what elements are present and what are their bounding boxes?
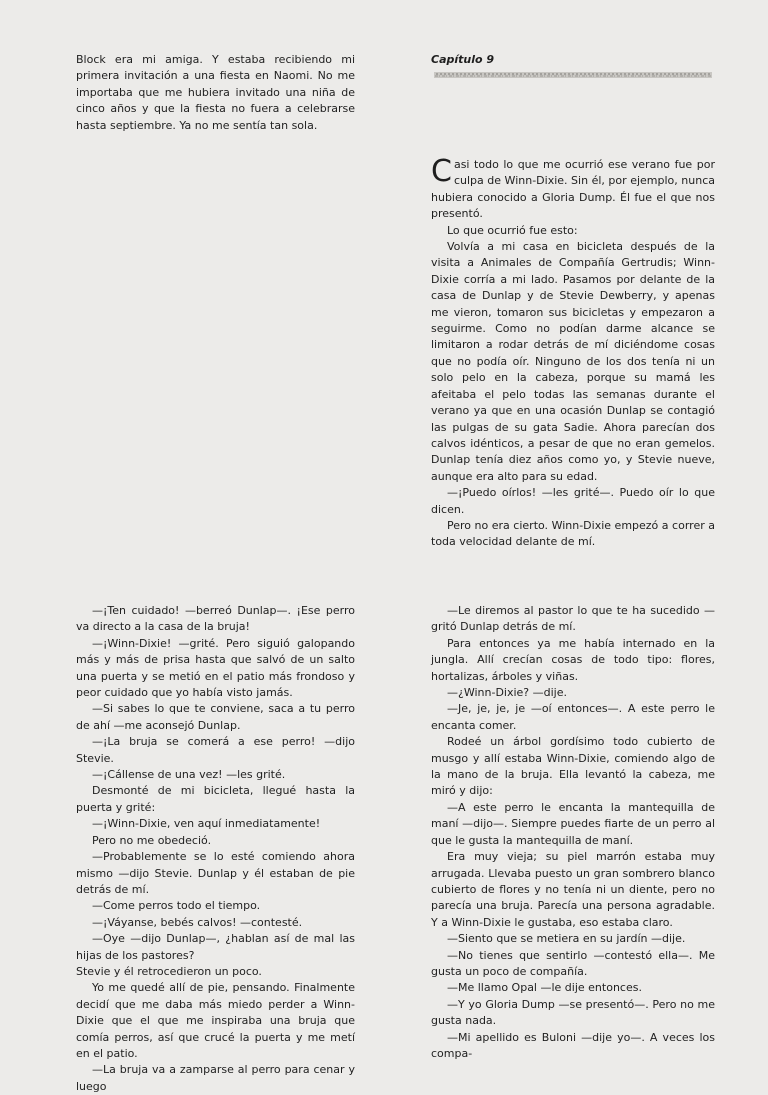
paragraph: —¡Ten cuidado! —berreó Dunlap—. ¡Ese perro va directo a la casa de la bruja!	[76, 604, 355, 634]
paragraph: Pero no era cierto. Winn-Dixie empezó a correr a toda velocidad delante de mí.	[431, 518, 715, 549]
drop-cap: C	[431, 154, 452, 189]
paragraph: Era muy vieja; su piel marrón estaba muy arrugada. Llevaba puesto un gran sombrero blanco cubierto de flores y no tenía ni un diente, pero no parecía una bruja. Parecía una persona agradable. Y a Winn-Dixie le gustaba, eso estaba claro.	[431, 850, 715, 929]
paragraph: Rodeé un árbol gordísimo todo cubierto de musgo y allí estaba Winn-Dixie, comiendo algo de la mano de la bruja. Ella levantó la cabeza, me miró y dijo:	[431, 735, 715, 798]
paragraph: —¡Winn-Dixie! —grité. Pero siguió galopando más y más de prisa hasta que salvó de un salto una puerta y se metió en el patio más frondoso y peor cuidado que yo había visto jamás.	[76, 636, 355, 700]
paragraph: Para entonces ya me había internado en la jungla. Allí crecían cosas de todo tipo: flores, hortalizas, árboles y viñas.	[431, 636, 715, 683]
paragraph: Pero no me obedeció.	[92, 833, 212, 847]
paragraph: Yo me quedé allí de pie, pensando. Finalmente decidí que me daba más miedo perder a Winn-Dixie que el que me inspiraba una bruja que comía perros, así que crucé la puerta y me metí en el patio.	[76, 981, 355, 1060]
paragraph: —¡Váyanse, bebés calvos! —contesté.	[92, 915, 303, 929]
page-bottom-left	[76, 603, 355, 1095]
paragraph: Volvía a mi casa en bicicleta después de la visita a Animales de Compañía Gertrudis; Winn-Dixie corría a mi lado. Pasamos por delante de la casa de Dunlap y de Stevie Dewberry, y apenas me vieron, tomaron sus bicicletas y empezaron a seguirme. Como no podían darme alcance se limitaron a rodar detrás de mí diciéndome cosas que no podía oír. Ninguno de los dos tenía ni un solo pelo en la cabeza, porque su mamá les afeitaba el pelo todas las semanas durante el verano ya que en una ocasión Dunlap se contagió las pulgas de su gata Sadie. Ahora parecían dos calvos idénticos, a pesar de que no eran gemelos. Dunlap tenía diez años como yo, y Stevie nueve, aunque era alto para su edad.	[431, 240, 715, 483]
paragraph: Block era mi amiga. Y estaba recibiendo mi primera invitación a una fiesta en Naomi. No me importaba que me hubiera invitado una niña de cinco años y que la fiesta no fuera a celebrarse hasta septiembre. Ya no me sentía tan sola.	[76, 53, 355, 132]
paragraph: —Probablemente se lo esté comiendo ahora mismo —dijo Stevie. Dunlap y él estaban de pie detrás de mí.	[76, 850, 355, 896]
first-paragraph-text: asi todo lo que me ocurrió ese verano fue por culpa de Winn-Dixie. Sin él, por ejemplo, nunca hubiera conocido a Gloria Dump. Él fue el que nos presentó.	[431, 158, 715, 221]
chapter-title: Capítulo 9	[431, 53, 495, 66]
chapter-divider-ornament	[434, 71, 712, 79]
paragraph: —No tienes que sentirlo —contestó ella—. Me gusta un poco de compañía.	[431, 948, 715, 978]
paragraph: —La bruja va a zamparse al perro para cenar y luego	[76, 1063, 355, 1093]
paragraph: —¡Puedo oírlos! —les grité—. Puedo oír lo que dicen.	[431, 486, 715, 516]
paragraph: —Me llamo Opal —le dije entonces.	[447, 981, 642, 995]
page-top-right	[431, 52, 715, 551]
paragraph: —Come perros todo el tiempo.	[92, 899, 261, 913]
paragraph: Lo que ocurrió fue esto:	[447, 223, 578, 237]
paragraph: —Oye —dijo Dunlap—, ¿hablan así de mal las hijas de los pastores?	[76, 932, 355, 962]
paragraph: —¡Cállense de una vez! —les grité.	[92, 768, 286, 782]
page-top-left	[76, 52, 355, 134]
paragraph: —Le diremos al pastor lo que te ha sucedido —gritó Dunlap detrás de mí.	[431, 604, 715, 634]
page-bottom-right	[431, 603, 715, 1062]
paragraph: —A este perro le encanta la mantequilla de maní —dijo—. Siempre puedes fiarte de un perro al que le gusta la mantequilla de maní.	[431, 800, 715, 847]
paragraph: —¡La bruja se comerá a ese perro! —dijo Stevie.	[76, 735, 355, 765]
paragraph: —Y yo Gloria Dump —se presentó—. Pero no me gusta nada.	[431, 997, 715, 1028]
paragraph: Stevie y él retrocedieron un poco.	[76, 964, 262, 978]
paragraph: —Si sabes lo que te conviene, saca a tu perro de ahí —me aconsejó Dunlap.	[76, 702, 355, 732]
paragraph: —¡Winn-Dixie, ven aquí inmediatamente!	[92, 817, 321, 831]
paragraph: —Je, je, je, je —oí entonces—. A este perro le encanta comer.	[431, 702, 715, 732]
paragraph: —Mi apellido es Buloni —dije yo—. A veces los compa-	[431, 1030, 715, 1060]
paragraph: —¿Winn-Dixie? —dije.	[447, 686, 567, 700]
paragraph: —Siento que se metiera en su jardín —dije.	[447, 932, 686, 946]
first-paragraph	[431, 154, 715, 223]
paragraph: Desmonté de mi bicicleta, llegué hasta la puerta y grité:	[76, 784, 355, 814]
chapter-body	[431, 154, 715, 551]
